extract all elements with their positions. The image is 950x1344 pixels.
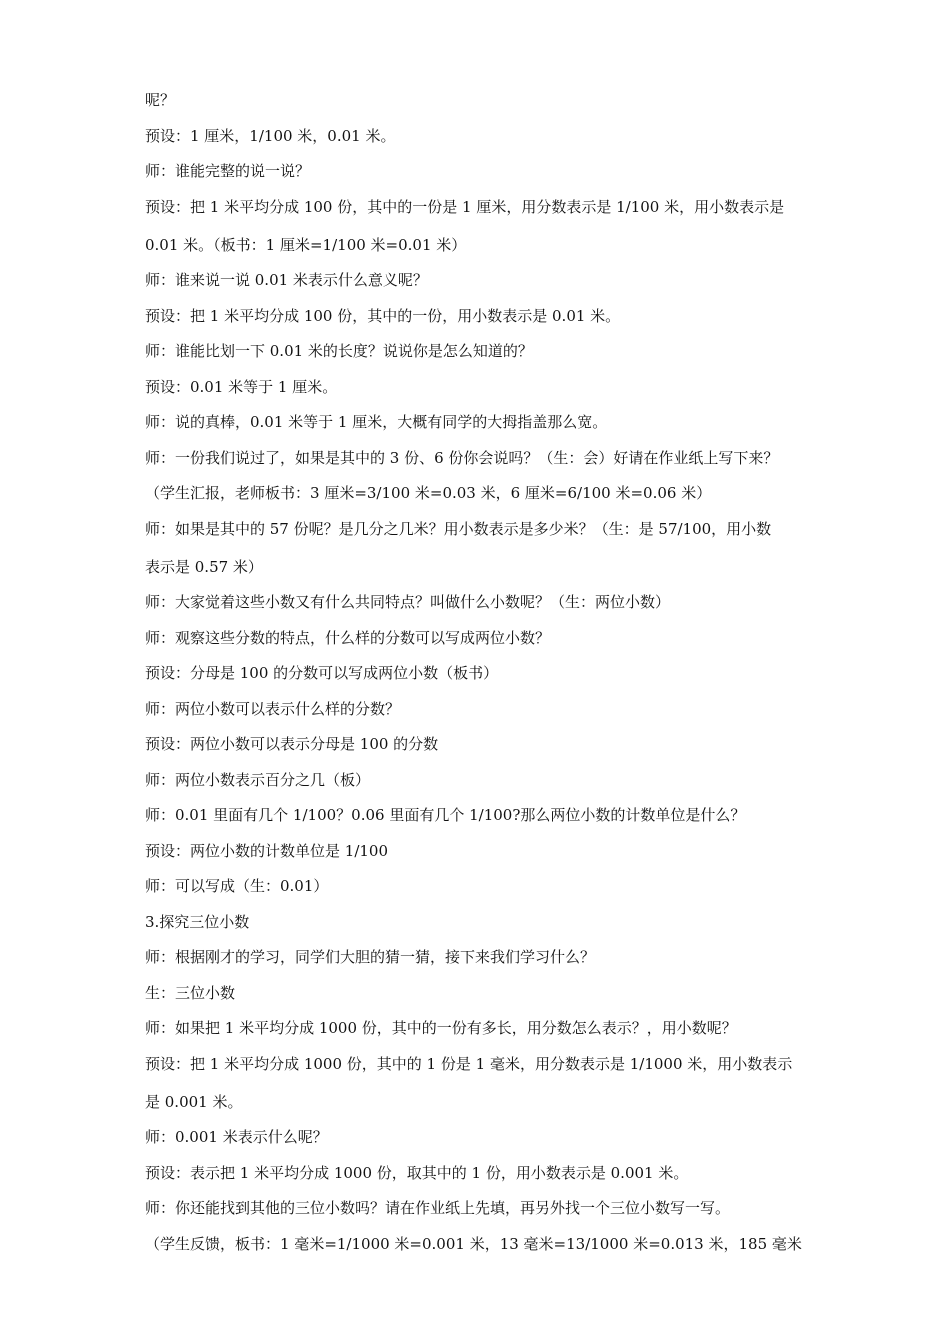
text-line: （学生汇报，老师板书：3 厘米=3/100 米=0.03 米，6 厘米=6/100 米=0.06 米） [145,484,712,502]
text-line: 预设：把 1 米平均分成 1000 份，其中的 1 份是 1 毫米，用分数表示是 1/1000 米，用小数表示 [145,1054,793,1073]
text-line: 师：可以写成（生：0.01） [145,877,329,895]
text-line: 师：你还能找到其他的三位小数吗？请在作业纸上先填，再另外找一个三位小数写一写。 [145,1199,731,1217]
text-line: 生：三位小数 [145,983,236,1002]
text-line: 师：两位小数表示百分之几（板） [145,770,371,789]
text-line: 师：谁能完整的说一说？ [145,162,311,180]
section-heading: 3.探究三位小数 [145,912,250,931]
text-line: 预设：两位小数的计数单位是 1/100 [145,841,388,860]
text-line: 师：0.01 里面有几个 1/100？0.06 里面有几个 1/100?那么两位小数的计数单位是什么？ [145,806,746,824]
text-line: 师：根据刚才的学习，同学们大胆的猜一猜，接下来我们学习什么？ [145,948,596,966]
text-line: 预设：0.01 米等于 1 厘米。 [145,377,338,396]
text-line: 师：说的真棒，0.01 米等于 1 厘米，大概有同学的大拇指盖那么宽。 [145,413,608,431]
text-line: 师：如果把 1 米平均分成 1000 份，其中的一份有多长，用分数怎么表示？，用小数呢？ [145,1019,737,1037]
text-line: 0.01 米。（板书：1 厘米=1/100 米=0.01 米） [145,235,467,254]
text-line: 预设：两位小数可以表示分母是 100 的分数 [145,735,439,753]
text-line: 师：如果是其中的 57 份呢？是几分之几米？用小数表示是多少米？（生：是 57/100，用小数 [145,519,772,538]
text-line: 师：0.001 米表示什么呢？ [145,1128,328,1146]
text-line: 师：一份我们说过了，如果是其中的 3 份、6 份你会说吗？（生：会）好请在作业纸上写下来？ [145,448,779,467]
text-line: 师：观察这些分数的特点，什么样的分数可以写成两位小数？ [145,628,551,647]
text-line: 预设：分母是 100 的分数可以写成两位小数（板书） [145,664,499,682]
text-line: 预设：把 1 米平均分成 100 份，其中的一份，用小数表示是 0.01 米。 [145,306,621,325]
text-line: 师：大家觉着这些小数又有什么共同特点？叫做什么小数呢？（生：两位小数） [145,593,671,611]
text-line: 预设：1 厘米，1/100 米，0.01 米。 [145,126,396,145]
text-line: 师：谁能比划一下 0.01 米的长度？说说你是怎么知道的？ [145,342,533,360]
text-line: 呢？ [145,91,176,109]
text-line: 师：两位小数可以表示什么样的分数？ [145,699,401,718]
text-line: 预设：表示把 1 米平均分成 1000 份，取其中的 1 份，用小数表示是 0.001 米。 [145,1163,689,1182]
text-line: （学生反馈，板书：1 毫米=1/1000 米=0.001 米，13 毫米=13/1000 米=0.013 米，185 毫米 [145,1234,802,1253]
text-line: 预设：把 1 米平均分成 100 份，其中的一份是 1 厘米，用分数表示是 1/100 米，用小数表示是 [145,197,785,216]
text-line: 表示是 0.57 米） [145,557,263,576]
text-line: 师：谁来说一说 0.01 米表示什么意义呢？ [145,271,428,289]
document-body [145,88,810,1267]
text-line: 是 0.001 米。 [145,1092,243,1111]
